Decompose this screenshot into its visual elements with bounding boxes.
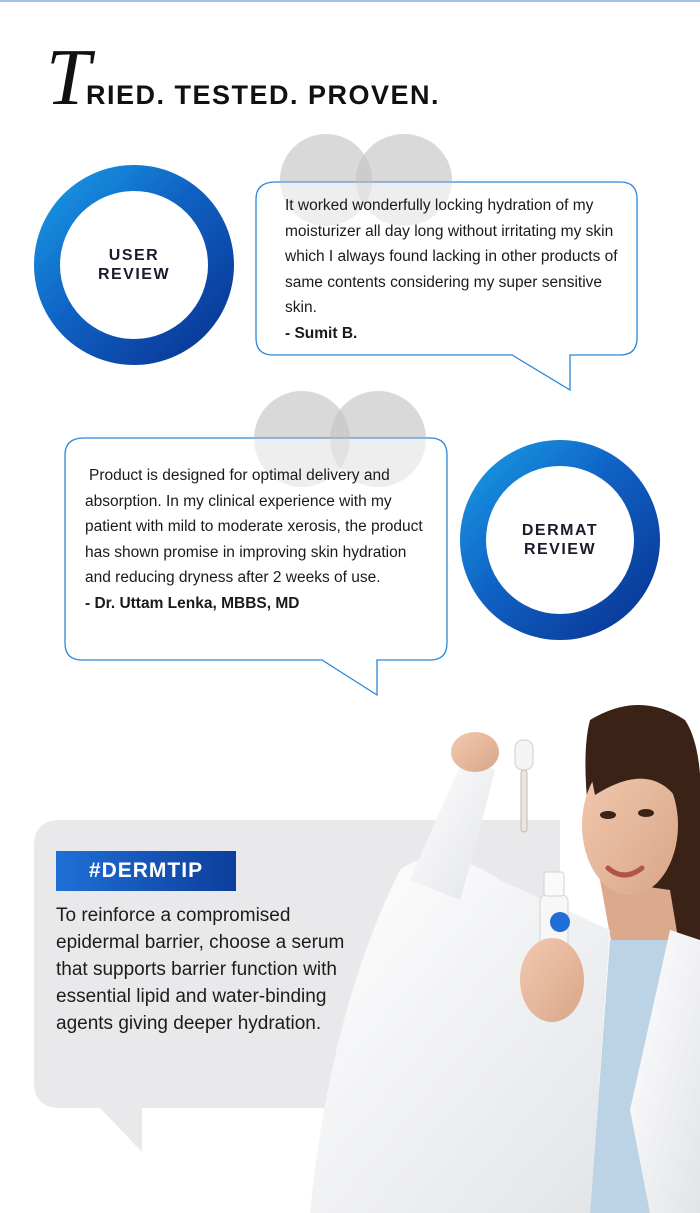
dermtip-text: To reinforce a compromised epidermal barrier, choose a serum that supports barrier function with essential lipid and water-binding agents giving deeper hydration. <box>56 905 345 1034</box>
dermat-review-author: - Dr. Uttam Lenka, MBBS, MD <box>85 594 300 612</box>
dermtip-badge: #DERMTIP <box>56 851 236 891</box>
user-review-badge-line1: USER <box>108 247 160 264</box>
dermat-review-badge-line2: REVIEW <box>523 541 597 558</box>
user-review-quote: It worked wonderfully locking hydration of my moisturizer all day long without irritating my skin which I always found lacking in other products of same contents considering my super sensitive skin. <box>285 197 618 316</box>
dermatologist-photo <box>290 690 700 1213</box>
dermat-review-badge-line1: DERMAT <box>521 522 599 539</box>
user-review-badge-line2: REVIEW <box>97 266 171 283</box>
headline-text: RIED. TESTED. PROVEN. <box>86 80 441 110</box>
dermat-review-quote: Product is designed for optimal delivery and absorption. In my clinical experience with my patient with mild to moderate xerosis, the product has shown promise in improving skin hydration and reducing dryness after 2 weeks of use. <box>85 467 423 586</box>
user-review-author: - Sumit B. <box>285 324 358 342</box>
headline-initial: T <box>46 34 91 122</box>
